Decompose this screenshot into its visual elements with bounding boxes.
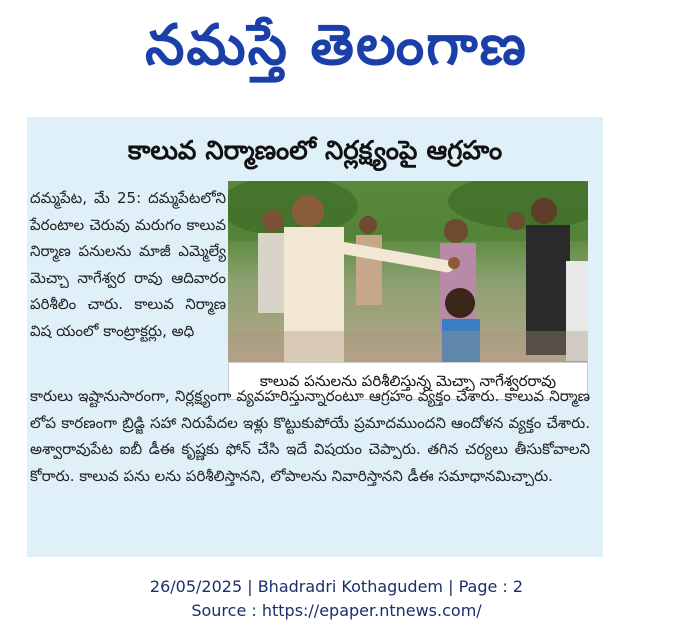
news-clipping <box>27 117 603 557</box>
photo-illustration <box>228 181 588 362</box>
footer-date-edition: 26/05/2025 | Bhadradri Kothagudem | Page : 2 <box>149 577 524 596</box>
article-photo <box>228 181 588 362</box>
photo-caption: కాలువ పనులను పరిశీలిస్తున్న మెచ్చా నాగేశ్వరరావు <box>228 362 588 400</box>
article-body-top: దమ్మపేట, మే 25: దమ్మపేటలోని పేరంటాల చెరువు మరుగం కాలువ నిర్మాణ పనులను మాజీ ఎమ్మెల్యే మెచ్చా నాగేశ్వర రావు ఆదివారం పరిశీలిం చారు. కాలువ నిర్మాణ విష యంలో కాంట్రాక్టర్లు, అధి <box>30 189 226 340</box>
footer-source: Source : https://epaper.ntnews.com/ <box>191 601 482 620</box>
article-body-bottom: కారులు ఇష్టానుసారంగా, నిర్లక్ష్యంగా వ్యవహరిస్తున్నారంటూ ఆగ్రహం వ్యక్తం చేశారు. కాలువ నిర్మాణ లోప కారణంగా బ్రిడ్జి సహా నిరుపేదల ఇళ్లు కొట్టుకుపోయే ప్రమాదముందని ఆందోళన వ్యక్తం చేశారు. అశ్వారావుపేట ఐబీ డీఈ కృష్ణకు ఫోన్ చేసి ఇదే విషయం చెప్పారు. తగిన చర్యలు తీసుకోవాలని కోరారు. కాలువ పను లను పరిశీలిస్తానని, లోపాలను నివారిస్తానని డీఈ సమాధానమిచ్చారు. <box>30 387 590 485</box>
masthead-logo: నమస్తే తెలంగాణ <box>145 13 528 78</box>
article-headline: కాలువ నిర్మాణంలో నిర్లక్ష్యంపై ఆగ్రహం <box>127 136 503 166</box>
